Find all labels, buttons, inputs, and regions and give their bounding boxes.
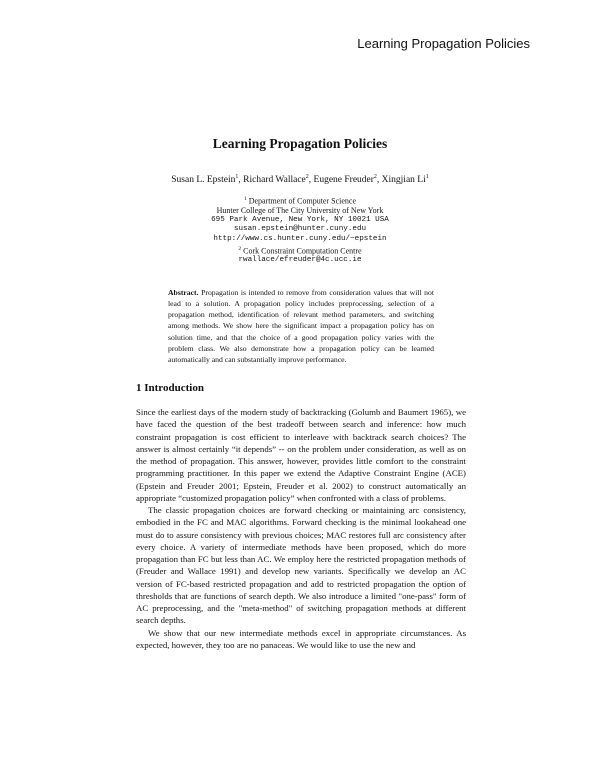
- author-separator: ,: [308, 175, 314, 186]
- dept-name: Department of Computer Science: [248, 196, 357, 206]
- author-affil-mark: 1: [235, 174, 239, 180]
- paragraph: The classic propagation choices are forward checking or maintaining arc consistency, embodied in the FC and MAC algorithms. Forward checking is the minimal lookahead one must do to assure consistency with previous choices; MAC restores full arc consistency after every choice. A variety of intermediate methods have been proposed, which do more propagation than FC but less than AC. We employ here the restricted propagation methods of (Freuder and Wallace 1991) and develop new variants. Specifically we develop an AC version of FC-based restricted propagation and add to restricted propagation the option of thresholds that are functions of search depth. We also introduce a limited "one-pass" form of AC preprocessing, and the "meta-method" of switching propagation methods at different search depths.: [136, 505, 466, 626]
- affiliation-block: [0, 195, 600, 265]
- email-link[interactable]: susan.epstein@hunter.cuny.edu: [233, 225, 367, 234]
- affiliation-address: 695 Park Avenue, New York, NY 10021 USA: [211, 215, 389, 224]
- abstract: [168, 287, 434, 365]
- author-separator: ,: [238, 175, 244, 186]
- author-separator: ,: [376, 175, 382, 186]
- affil-mark: 1: [243, 196, 247, 202]
- author-affil-mark: 2: [305, 174, 309, 180]
- homepage-link[interactable]: http://www.cs.hunter.cuny.edu/~epstein: [213, 235, 387, 244]
- author-affil-mark: 1: [425, 174, 429, 180]
- author-name: Eugene Freuder: [313, 175, 374, 186]
- section-heading: 1 Introduction: [136, 382, 204, 394]
- affiliation-centre: [0, 245, 600, 256]
- affiliation-college: Hunter College of The City University of New York: [216, 206, 384, 216]
- abstract-label: Abstract.: [168, 288, 199, 297]
- paragraph: Since the earliest days of the modern study of backtracking (Golumb and Baumert 1965), we have faced the question of the best tradeoff between search and inference: how much constraint propagation is cost efficient to interleave with backtrack search choices? The answer is almost certainly “it depends” -- on the problem under consideration, as well as on the method of propagation. This answer, however, provides little comfort to the constraint programming practitioner. In this paper we extend the Adaptive Constraint Engine (ACE) (Epstein and Freuder 2001; Epstein, Freuder et al. 2002) to construct automatically an appropriate “customized propagation policy” when confronted with a class of problems.: [136, 407, 466, 503]
- email-link-2[interactable]: rwallace/efreuder@4c.ucc.ie: [238, 255, 362, 264]
- author-name: Xingjian Li: [381, 175, 426, 186]
- paragraph: We show that our new intermediate methods excel in appropriate circumstances. As expected, however, they too are no panaceas. We would like to use the new and: [136, 627, 466, 650]
- author-affil-mark: 2: [373, 174, 377, 180]
- author-list: [0, 174, 600, 185]
- section-body: [136, 406, 466, 651]
- centre-name: Cork Constraint Computation Centre: [243, 246, 362, 256]
- author-name: Richard Wallace: [243, 175, 306, 186]
- abstract-text: Propagation is intended to remove from consideration values that will not lead to a solution. A propagation policy includes preprocessing, selection of a propagation method, identification of relevant method parameters, and switching among methods. We show here the significant impact a propagation policy has on solution time, and that the choice of a good propagation policy varies with the problem class. We also demonstrate how a propagation policy can be learned automatically and can substantially improve performance.: [168, 288, 435, 364]
- affiliation-dept: [0, 195, 600, 206]
- running-header: Learning Propagation Policies: [357, 36, 530, 51]
- paper-title: Learning Propagation Policies: [212, 136, 388, 151]
- affil-mark: 2: [238, 245, 242, 252]
- author-name: Susan L. Epstein: [171, 175, 236, 186]
